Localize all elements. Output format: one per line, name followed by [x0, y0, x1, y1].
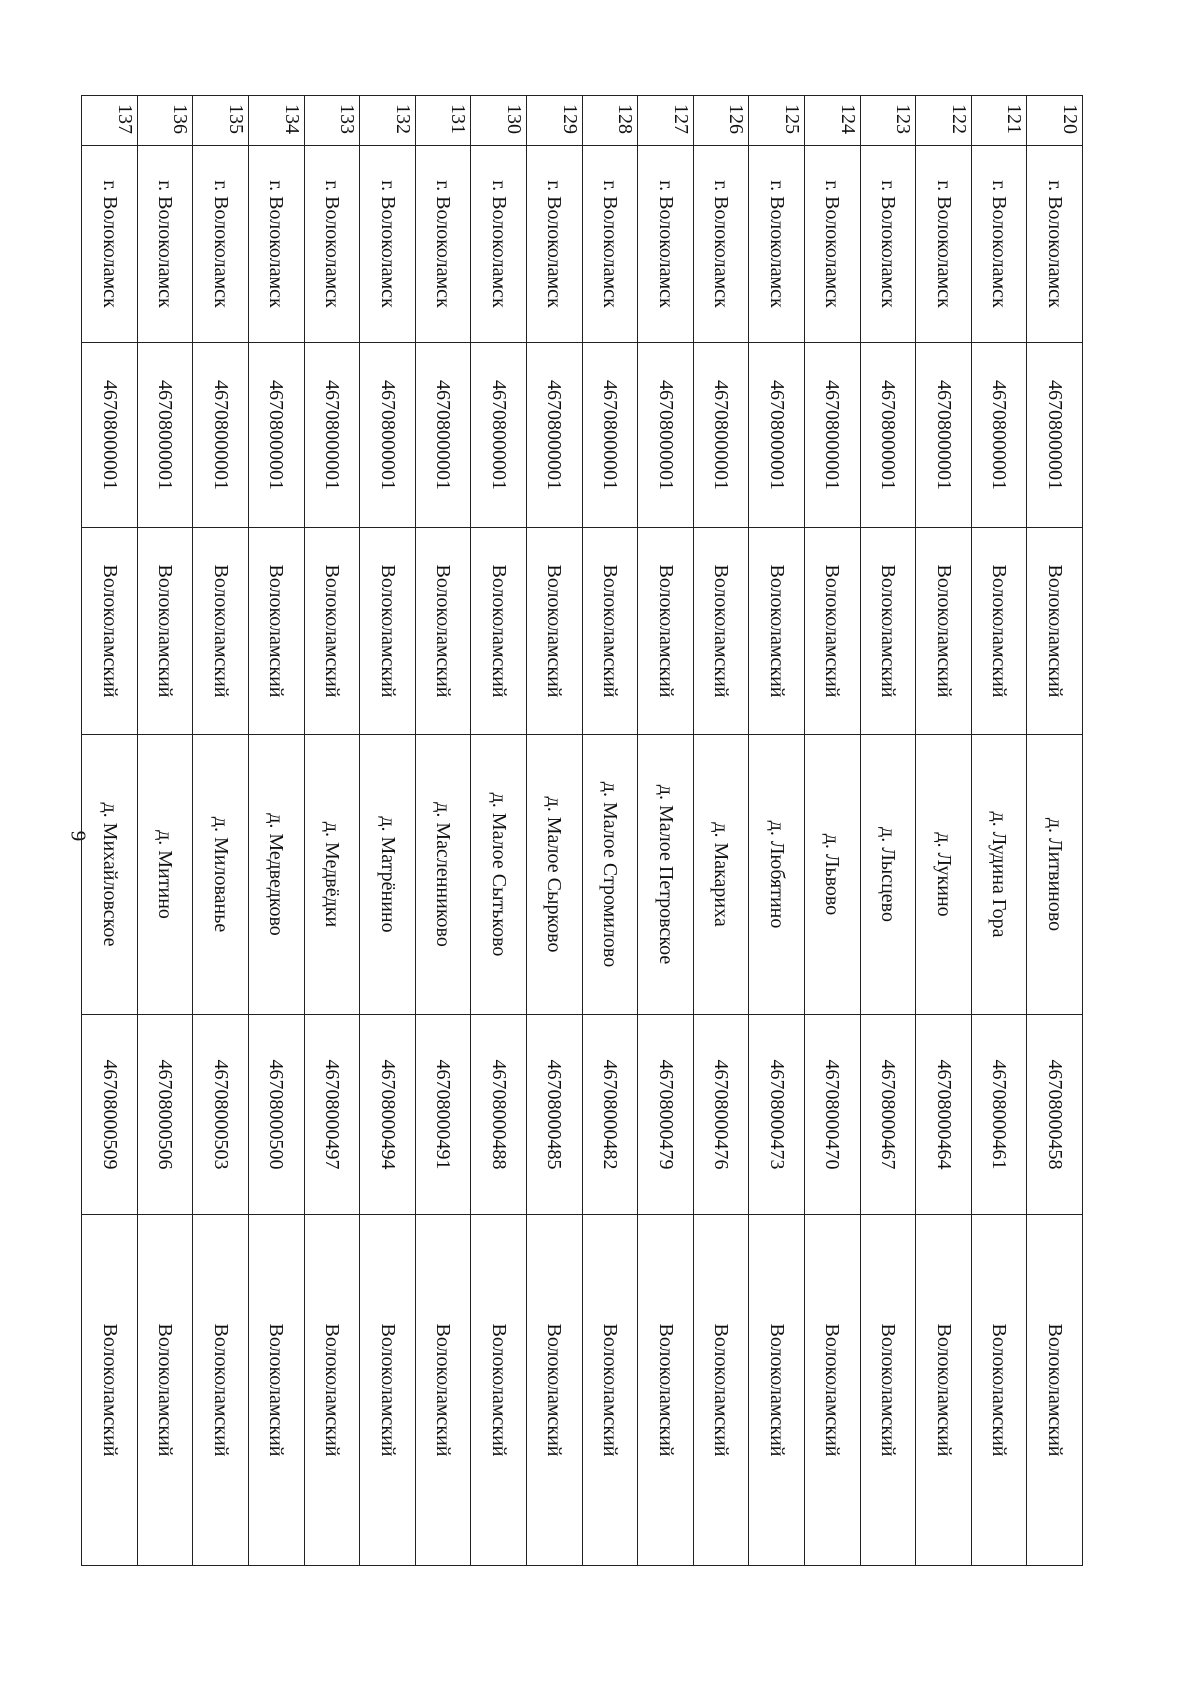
- village-district: Волоколамский: [527, 1215, 583, 1566]
- city-district: Волоколамский: [693, 528, 749, 735]
- city-name: г. Волоколамск: [805, 146, 861, 343]
- table-row: [471, 96, 527, 1566]
- village-district: Волоколамский: [249, 1215, 305, 1566]
- table-row: [304, 96, 360, 1566]
- row-number: 126: [693, 96, 749, 146]
- city-district: Волоколамский: [638, 528, 694, 735]
- village-oktmo-code: 46708000476: [693, 1015, 749, 1215]
- city-district: Волоколамский: [971, 528, 1027, 735]
- village-name: д. Лудина Гора: [971, 735, 1027, 1015]
- table-row: [638, 96, 694, 1566]
- village-district: Волоколамский: [916, 1215, 972, 1566]
- village-oktmo-code: 46708000461: [971, 1015, 1027, 1215]
- city-district: Волоколамский: [360, 528, 416, 735]
- city-district: Волоколамский: [304, 528, 360, 735]
- village-name: д. Масленниково: [415, 735, 471, 1015]
- row-number: 129: [527, 96, 583, 146]
- city-name: г. Волоколамск: [582, 146, 638, 343]
- table-row: [360, 96, 416, 1566]
- city-district: Волоколамский: [805, 528, 861, 735]
- village-name: д. Милованье: [193, 735, 249, 1015]
- city-district: Волоколамский: [916, 528, 972, 735]
- village-name: д. Малое Сытьково: [471, 735, 527, 1015]
- table-row: [1027, 96, 1083, 1566]
- village-oktmo-code: 46708000488: [471, 1015, 527, 1215]
- table-row: [693, 96, 749, 1566]
- city-oktmo-code: 46708000001: [137, 343, 193, 528]
- village-name: д. Львово: [805, 735, 861, 1015]
- row-number: 135: [193, 96, 249, 146]
- row-number: 134: [249, 96, 305, 146]
- city-name: г. Волоколамск: [360, 146, 416, 343]
- row-number: 130: [471, 96, 527, 146]
- village-name: д. Медведково: [249, 735, 305, 1015]
- village-oktmo-code: 46708000467: [860, 1015, 916, 1215]
- city-district: Волоколамский: [249, 528, 305, 735]
- city-district: Волоколамский: [415, 528, 471, 735]
- city-oktmo-code: 46708000001: [582, 343, 638, 528]
- village-name: д. Малое Стромилово: [582, 735, 638, 1015]
- city-oktmo-code: 46708000001: [415, 343, 471, 528]
- village-district: Волоколамский: [582, 1215, 638, 1566]
- village-oktmo-code: 46708000509: [82, 1015, 138, 1215]
- row-number: 124: [805, 96, 861, 146]
- city-name: г. Волоколамск: [471, 146, 527, 343]
- row-number: 127: [638, 96, 694, 146]
- city-district: Волоколамский: [860, 528, 916, 735]
- table-row: [527, 96, 583, 1566]
- village-district: Волоколамский: [415, 1215, 471, 1566]
- city-oktmo-code: 46708000001: [249, 343, 305, 528]
- city-name: г. Волоколамск: [137, 146, 193, 343]
- city-name: г. Волоколамск: [1027, 146, 1083, 343]
- rotated-table-container: [98, 95, 1083, 1565]
- village-name: д. Митино: [137, 735, 193, 1015]
- city-oktmo-code: 46708000001: [916, 343, 972, 528]
- village-name: д. Литвиново: [1027, 735, 1083, 1015]
- table-body: [82, 96, 1083, 1566]
- village-district: Волоколамский: [971, 1215, 1027, 1566]
- city-name: г. Волоколамск: [971, 146, 1027, 343]
- city-oktmo-code: 46708000001: [82, 343, 138, 528]
- village-name: д. Михайловское: [82, 735, 138, 1015]
- city-district: Волоколамский: [471, 528, 527, 735]
- row-number: 120: [1027, 96, 1083, 146]
- row-number: 133: [304, 96, 360, 146]
- row-number: 123: [860, 96, 916, 146]
- village-oktmo-code: 46708000470: [805, 1015, 861, 1215]
- village-oktmo-code: 46708000503: [193, 1015, 249, 1215]
- city-oktmo-code: 46708000001: [471, 343, 527, 528]
- village-district: Волоколамский: [638, 1215, 694, 1566]
- city-district: Волоколамский: [749, 528, 805, 735]
- village-name: д. Матрёнино: [360, 735, 416, 1015]
- city-oktmo-code: 46708000001: [860, 343, 916, 528]
- city-name: г. Волоколамск: [82, 146, 138, 343]
- village-name: д. Медвёдки: [304, 735, 360, 1015]
- city-oktmo-code: 46708000001: [193, 343, 249, 528]
- city-district: Волоколамский: [582, 528, 638, 735]
- village-district: Волоколамский: [360, 1215, 416, 1566]
- city-name: г. Волоколамск: [916, 146, 972, 343]
- city-name: г. Волоколамск: [249, 146, 305, 343]
- village-oktmo-code: 46708000482: [582, 1015, 638, 1215]
- row-number: 125: [749, 96, 805, 146]
- city-oktmo-code: 46708000001: [805, 343, 861, 528]
- village-oktmo-code: 46708000500: [249, 1015, 305, 1215]
- village-oktmo-code: 46708000479: [638, 1015, 694, 1215]
- city-district: Волоколамский: [1027, 528, 1083, 735]
- table-row: [249, 96, 305, 1566]
- village-oktmo-code: 46708000458: [1027, 1015, 1083, 1215]
- village-district: Волоколамский: [693, 1215, 749, 1566]
- village-district: Волоколамский: [137, 1215, 193, 1566]
- table-row: [860, 96, 916, 1566]
- row-number: 132: [360, 96, 416, 146]
- row-number: 136: [137, 96, 193, 146]
- city-name: г. Волоколамск: [527, 146, 583, 343]
- city-name: г. Волоколамск: [304, 146, 360, 343]
- table-row: [193, 96, 249, 1566]
- village-district: Волоколамский: [860, 1215, 916, 1566]
- city-name: г. Волоколамск: [638, 146, 694, 343]
- city-district: Волоколамский: [137, 528, 193, 735]
- row-number: 128: [582, 96, 638, 146]
- city-name: г. Волоколамск: [860, 146, 916, 343]
- village-oktmo-code: 46708000464: [916, 1015, 972, 1215]
- row-number: 137: [82, 96, 138, 146]
- city-district: Волоколамский: [193, 528, 249, 735]
- village-oktmo-code: 46708000491: [415, 1015, 471, 1215]
- village-name: д. Любятино: [749, 735, 805, 1015]
- village-oktmo-code: 46708000506: [137, 1015, 193, 1215]
- village-district: Волоколамский: [749, 1215, 805, 1566]
- village-name: д. Малое Сырково: [527, 735, 583, 1015]
- city-oktmo-code: 46708000001: [693, 343, 749, 528]
- table-row: [137, 96, 193, 1566]
- city-name: г. Волоколамск: [749, 146, 805, 343]
- city-oktmo-code: 46708000001: [360, 343, 416, 528]
- city-oktmo-code: 46708000001: [971, 343, 1027, 528]
- village-name: д. Малое Петровское: [638, 735, 694, 1015]
- table-row: [415, 96, 471, 1566]
- table-row: [749, 96, 805, 1566]
- village-oktmo-code: 46708000473: [749, 1015, 805, 1215]
- village-name: д. Лукино: [916, 735, 972, 1015]
- village-name: д. Лысцево: [860, 735, 916, 1015]
- village-oktmo-code: 46708000497: [304, 1015, 360, 1215]
- village-district: Волоколамский: [193, 1215, 249, 1566]
- table-row: [805, 96, 861, 1566]
- city-oktmo-code: 46708000001: [304, 343, 360, 528]
- city-district: Волоколамский: [527, 528, 583, 735]
- city-name: г. Волоколамск: [693, 146, 749, 343]
- table-row: [582, 96, 638, 1566]
- row-number: 122: [916, 96, 972, 146]
- city-oktmo-code: 46708000001: [749, 343, 805, 528]
- page-number: 9: [66, 830, 91, 842]
- village-district: Волоколамский: [1027, 1215, 1083, 1566]
- village-name: д. Макариха: [693, 735, 749, 1015]
- village-oktmo-code: 46708000485: [527, 1015, 583, 1215]
- village-district: Волоколамский: [471, 1215, 527, 1566]
- table-row: [82, 96, 138, 1566]
- village-oktmo-code: 46708000494: [360, 1015, 416, 1215]
- city-name: г. Волоколамск: [415, 146, 471, 343]
- city-oktmo-code: 46708000001: [638, 343, 694, 528]
- city-district: Волоколамский: [82, 528, 138, 735]
- row-number: 131: [415, 96, 471, 146]
- row-number: 121: [971, 96, 1027, 146]
- table-row: [916, 96, 972, 1566]
- settlements-table: [81, 95, 1083, 1566]
- village-district: Волоколамский: [82, 1215, 138, 1566]
- city-oktmo-code: 46708000001: [527, 343, 583, 528]
- table-row: [971, 96, 1027, 1566]
- city-name: г. Волоколамск: [193, 146, 249, 343]
- village-district: Волоколамский: [304, 1215, 360, 1566]
- village-district: Волоколамский: [805, 1215, 861, 1566]
- city-oktmo-code: 46708000001: [1027, 343, 1083, 528]
